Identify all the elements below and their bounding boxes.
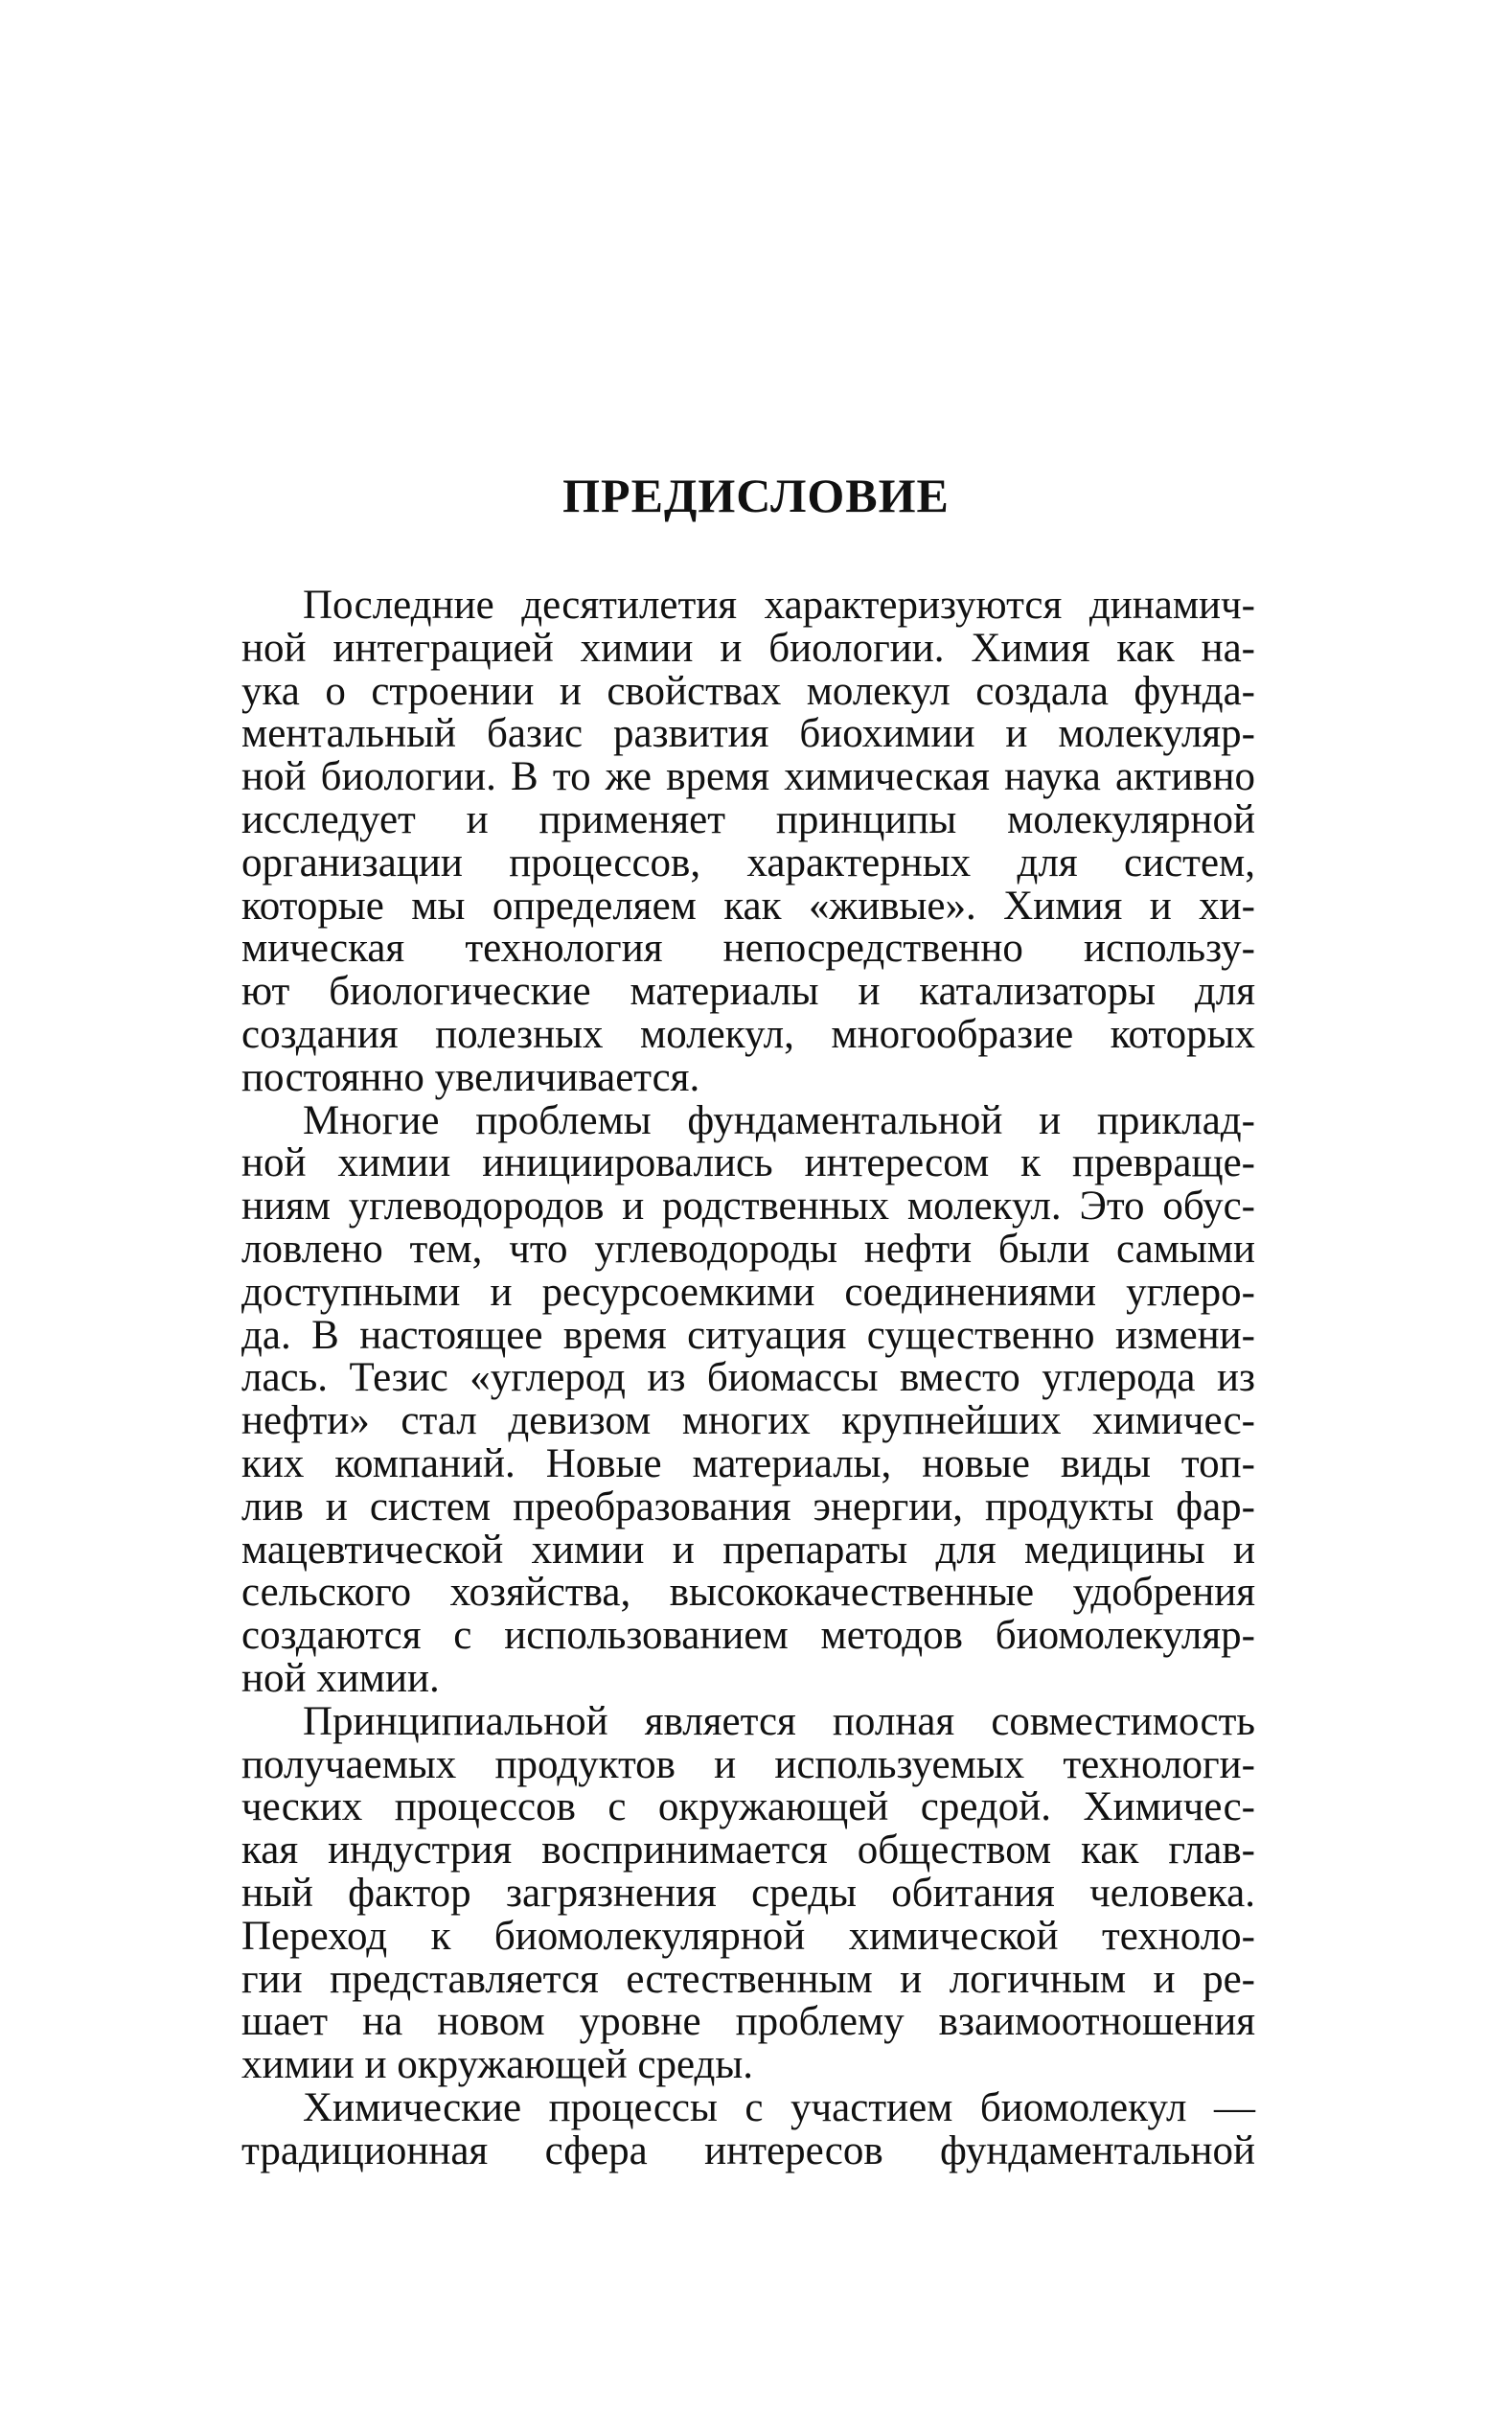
text-line: да. В настоящее время ситуация существенно измени- (241, 1312, 1255, 1358)
text-line: Химические процессы с участием биомолекул — (303, 2084, 1255, 2130)
text-line: сельского хозяйства, высококачественные удобрения (241, 1570, 1255, 1616)
text-line: ной интеграцией химии и биологии. Химия как на- (241, 625, 1255, 671)
text-line: ческих процессов с окружающей средой. Химичес- (241, 1784, 1255, 1830)
text-line: ют биологические материалы и катализаторы для (241, 969, 1255, 1015)
text-line: химии и окружающей среды. (241, 2042, 754, 2088)
text-line: кая индустрия воспринимается обществом как глав- (241, 1828, 1255, 1874)
text-line: ной биологии. В то же время химическая наука активно (241, 754, 1255, 800)
text-line: постоянно увеличивается. (241, 1054, 700, 1100)
text-line: лась. Тезис «углерод из биомассы вместо углерода из (241, 1355, 1255, 1401)
page-title: ПРЕДИСЛОВИЕ (562, 469, 950, 522)
text-line: шает на новом уровне проблему взаимоотношения (241, 1999, 1255, 2045)
text-line: ких компаний. Новые материалы, новые виды топ- (241, 1440, 1255, 1486)
text-line: ука о строении и свойствах молекул создала фунда- (241, 668, 1255, 714)
paragraph-3 (241, 1698, 1255, 2088)
paragraph-1 (241, 585, 1255, 1100)
text-line: Переход к биомолекулярной химической техноло- (241, 1913, 1255, 1959)
text-line: получаемых продуктов и используемых технологи- (241, 1741, 1255, 1787)
text-line: Многие проблемы фундаментальной и приклад- (303, 1097, 1255, 1143)
text-line: гии представляется естественным и логичным и ре- (241, 1956, 1255, 2002)
body-text (241, 585, 1255, 2173)
text-line: ментальный базис развития биохимии и молекуляр- (241, 711, 1255, 757)
text-line: которые мы определяем как «живые». Химия и хи- (241, 883, 1255, 929)
text-line: исследует и применяет принципы молекулярной (241, 796, 1255, 842)
text-line: лив и систем преобразования энергии, продукты фар- (241, 1483, 1255, 1529)
text-line: ной химии инициировались интересом к превраще- (241, 1140, 1255, 1186)
text-line: нефти» стал девизом многих крупнейших химичес- (241, 1398, 1255, 1444)
text-line: ниям углеводородов и родственных молекул. Это обус- (241, 1184, 1255, 1230)
paragraph-2 (241, 1097, 1255, 1701)
text-line: ный фактор загрязнения среды обитания человека. (241, 1870, 1255, 1916)
text-line: мацевтической химии и препараты для медицины и (241, 1527, 1255, 1573)
text-line: традиционная сфера интересов фундаментальной (241, 2127, 1255, 2173)
text-line: Последние десятилетия характеризуются динамич- (303, 583, 1255, 628)
text-line: доступными и ресурсоемкими соединениями углеро- (241, 1269, 1255, 1315)
text-line: мическая технология непосредственно использу- (241, 926, 1255, 972)
paragraph-4 (241, 2084, 1255, 2173)
text-line: создания полезных молекул, многообразие которых (241, 1011, 1255, 1057)
text-line: создаются с использованием методов биомолекуляр- (241, 1613, 1255, 1659)
text-line: ной химии. (241, 1655, 440, 1701)
text-line: организации процессов, характерных для систем, (241, 839, 1255, 885)
text-line: Принципиальной является полная совместимость (303, 1698, 1255, 1744)
text-line: ловлено тем, что углеводороды нефти были самыми (241, 1226, 1255, 1272)
